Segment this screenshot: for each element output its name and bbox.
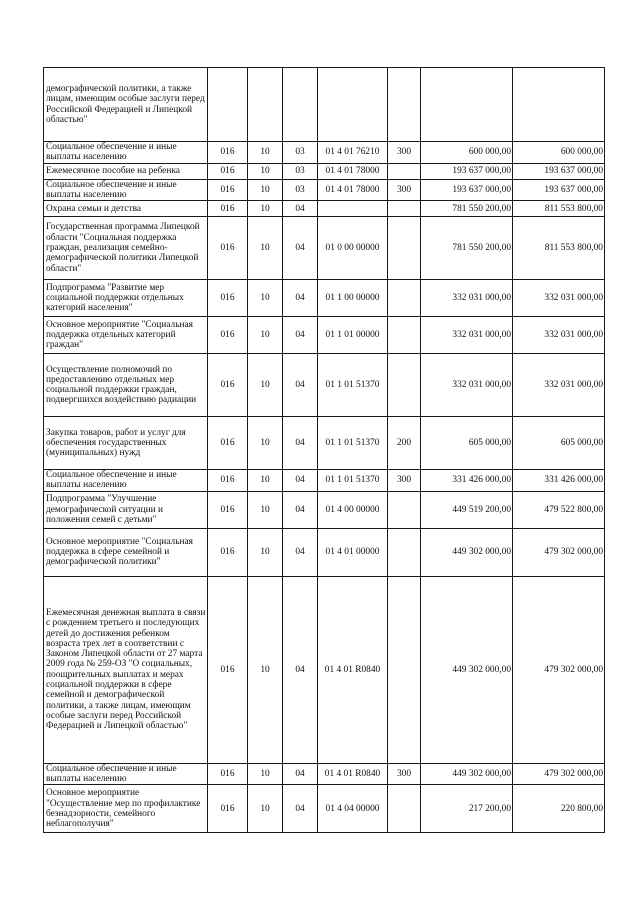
amount-year-1: 332 031 000,00	[421, 280, 513, 317]
budget-item-name: Осуществление полномочий по предоставлению отдельных мер социальной поддержки граждан, подвергшихся воздействию радиации	[44, 354, 208, 417]
budget-item-name: Ежемесячная денежная выплата в связи с рождением третьего и последующих детей до достижения ребенком возраста трех лет в соответствии с Законом Липецкой области от 27 марта 2009 года № 259-ОЗ "О социальных, поощрительных выплатах и мерах социальной поддержки в сфере семейной и демографической политики, а также лицам, имеющим особые заслуги перед Российской Федерацией и Липецкой областью"	[44, 576, 208, 763]
expense-type-code	[388, 317, 421, 354]
budget-table	[43, 67, 605, 833]
amount-year-1: 332 031 000,00	[421, 317, 513, 354]
admin-code: 016	[208, 576, 248, 763]
admin-code: 016	[208, 354, 248, 417]
amount-year-2: 479 302 000,00	[513, 763, 605, 785]
table-row	[44, 217, 605, 280]
budget-item-name: Закупка товаров, работ и услуг для обеспечения государственных (муниципальных) нужд	[44, 417, 208, 470]
amount-year-2: 193 637 000,00	[513, 179, 605, 201]
expense-type-code	[388, 163, 421, 179]
amount-year-1	[421, 68, 513, 142]
admin-code: 016	[208, 491, 248, 528]
target-article-code: 01 1 00 00000	[318, 280, 388, 317]
admin-code: 016	[208, 163, 248, 179]
section-code: 10	[248, 280, 283, 317]
table-row	[44, 576, 605, 763]
target-article-code: 01 1 01 51370	[318, 417, 388, 470]
subsection-code: 04	[283, 576, 318, 763]
budget-item-name: Социальное обеспечение и иные выплаты населению	[44, 470, 208, 492]
section-code: 10	[248, 354, 283, 417]
expense-type-code	[388, 280, 421, 317]
amount-year-2: 332 031 000,00	[513, 280, 605, 317]
amount-year-1: 193 637 000,00	[421, 163, 513, 179]
admin-code: 016	[208, 417, 248, 470]
amount-year-1: 600 000,00	[421, 142, 513, 164]
admin-code: 016	[208, 280, 248, 317]
expense-type-code	[388, 217, 421, 280]
section-code	[248, 68, 283, 142]
expense-type-code	[388, 201, 421, 217]
target-article-code: 01 4 01 78000	[318, 163, 388, 179]
amount-year-2: 811 553 800,00	[513, 201, 605, 217]
expense-type-code	[388, 576, 421, 763]
subsection-code: 04	[283, 354, 318, 417]
expense-type-code	[388, 785, 421, 833]
amount-year-1: 781 550 200,00	[421, 201, 513, 217]
target-article-code: 01 1 01 51370	[318, 470, 388, 492]
target-article-code: 01 1 01 00000	[318, 317, 388, 354]
subsection-code: 04	[283, 763, 318, 785]
section-code: 10	[248, 576, 283, 763]
subsection-code: 04	[283, 280, 318, 317]
amount-year-2: 193 637 000,00	[513, 163, 605, 179]
section-code: 10	[248, 142, 283, 164]
amount-year-2: 479 302 000,00	[513, 576, 605, 763]
section-code: 10	[248, 179, 283, 201]
budget-item-name: Основное мероприятие "Осуществление мер по профилактике безнадзорности, семейного неблагополучия"	[44, 785, 208, 833]
expense-type-code: 300	[388, 142, 421, 164]
budget-item-name: Подпрограмма "Улучшение демографической ситуации и положения семей с детьми"	[44, 491, 208, 528]
budget-item-name: Основное мероприятие "Социальная поддержка отдельных категорий граждан"	[44, 317, 208, 354]
amount-year-1: 331 426 000,00	[421, 470, 513, 492]
amount-year-1: 193 637 000,00	[421, 179, 513, 201]
section-code: 10	[248, 163, 283, 179]
admin-code: 016	[208, 142, 248, 164]
target-article-code	[318, 68, 388, 142]
amount-year-1: 605 000,00	[421, 417, 513, 470]
table-body	[44, 68, 605, 833]
admin-code: 016	[208, 317, 248, 354]
amount-year-2: 332 031 000,00	[513, 317, 605, 354]
section-code: 10	[248, 763, 283, 785]
budget-item-name: демографической политики, а также лицам, имеющим особые заслуги перед Российской Федерацией и Липецкой областью"	[44, 68, 208, 142]
budget-item-name: Основное мероприятие "Социальная поддержка в сфере семейной и демографической политики"	[44, 528, 208, 576]
subsection-code	[283, 68, 318, 142]
table-row	[44, 179, 605, 201]
section-code: 10	[248, 491, 283, 528]
table-row	[44, 491, 605, 528]
table-row	[44, 354, 605, 417]
expense-type-code: 200	[388, 417, 421, 470]
expense-type-code: 300	[388, 179, 421, 201]
table-row	[44, 142, 605, 164]
amount-year-1: 449 519 200,00	[421, 491, 513, 528]
admin-code: 016	[208, 201, 248, 217]
table-row	[44, 763, 605, 785]
table-row	[44, 528, 605, 576]
subsection-code: 04	[283, 417, 318, 470]
target-article-code: 01 4 01 78000	[318, 179, 388, 201]
budget-item-name: Подпрограмма "Развитие мер социальной поддержки отдельных категорий населения"	[44, 280, 208, 317]
budget-item-name: Социальное обеспечение и иные выплаты населению	[44, 142, 208, 164]
target-article-code: 01 4 00 00000	[318, 491, 388, 528]
subsection-code: 04	[283, 217, 318, 280]
admin-code: 016	[208, 217, 248, 280]
target-article-code: 01 4 01 R0840	[318, 763, 388, 785]
admin-code: 016	[208, 470, 248, 492]
table-row	[44, 280, 605, 317]
table-row	[44, 417, 605, 470]
expense-type-code	[388, 491, 421, 528]
amount-year-2: 605 000,00	[513, 417, 605, 470]
expense-type-code: 300	[388, 763, 421, 785]
amount-year-2	[513, 68, 605, 142]
target-article-code: 01 1 01 51370	[318, 354, 388, 417]
target-article-code	[318, 201, 388, 217]
table-row	[44, 68, 605, 142]
target-article-code: 01 4 04 00000	[318, 785, 388, 833]
budget-item-name: Социальное обеспечение и иные выплаты населению	[44, 763, 208, 785]
target-article-code: 01 4 01 00000	[318, 528, 388, 576]
admin-code: 016	[208, 528, 248, 576]
expense-type-code	[388, 528, 421, 576]
budget-item-name: Социальное обеспечение и иные выплаты населению	[44, 179, 208, 201]
expense-type-code	[388, 354, 421, 417]
subsection-code: 03	[283, 163, 318, 179]
subsection-code: 03	[283, 142, 318, 164]
amount-year-2: 332 031 000,00	[513, 354, 605, 417]
target-article-code: 01 0 00 00000	[318, 217, 388, 280]
subsection-code: 04	[283, 317, 318, 354]
admin-code: 016	[208, 763, 248, 785]
amount-year-2: 811 553 800,00	[513, 217, 605, 280]
section-code: 10	[248, 785, 283, 833]
subsection-code: 04	[283, 491, 318, 528]
amount-year-1: 449 302 000,00	[421, 528, 513, 576]
section-code: 10	[248, 317, 283, 354]
amount-year-2: 600 000,00	[513, 142, 605, 164]
admin-code: 016	[208, 785, 248, 833]
target-article-code: 01 4 01 R0840	[318, 576, 388, 763]
table-row	[44, 785, 605, 833]
section-code: 10	[248, 470, 283, 492]
amount-year-2: 479 302 000,00	[513, 528, 605, 576]
table-row	[44, 317, 605, 354]
subsection-code: 04	[283, 470, 318, 492]
section-code: 10	[248, 217, 283, 280]
expense-type-code: 300	[388, 470, 421, 492]
subsection-code: 04	[283, 785, 318, 833]
amount-year-1: 332 031 000,00	[421, 354, 513, 417]
section-code: 10	[248, 417, 283, 470]
table-row	[44, 201, 605, 217]
budget-item-name: Государственная программа Липецкой области "Социальная поддержка граждан, реализация семейно-демографической политики Липецкой области"	[44, 217, 208, 280]
amount-year-1: 217 200,00	[421, 785, 513, 833]
amount-year-1: 449 302 000,00	[421, 763, 513, 785]
target-article-code: 01 4 01 76210	[318, 142, 388, 164]
amount-year-1: 781 550 200,00	[421, 217, 513, 280]
section-code: 10	[248, 528, 283, 576]
admin-code	[208, 68, 248, 142]
subsection-code: 03	[283, 179, 318, 201]
budget-item-name: Охрана семьи и детства	[44, 201, 208, 217]
amount-year-2: 331 426 000,00	[513, 470, 605, 492]
amount-year-2: 220 800,00	[513, 785, 605, 833]
amount-year-2: 479 522 800,00	[513, 491, 605, 528]
amount-year-1: 449 302 000,00	[421, 576, 513, 763]
table-row	[44, 163, 605, 179]
subsection-code: 04	[283, 528, 318, 576]
admin-code: 016	[208, 179, 248, 201]
table-row	[44, 470, 605, 492]
expense-type-code	[388, 68, 421, 142]
section-code: 10	[248, 201, 283, 217]
subsection-code: 04	[283, 201, 318, 217]
budget-item-name: Ежемесячное пособие на ребенка	[44, 163, 208, 179]
